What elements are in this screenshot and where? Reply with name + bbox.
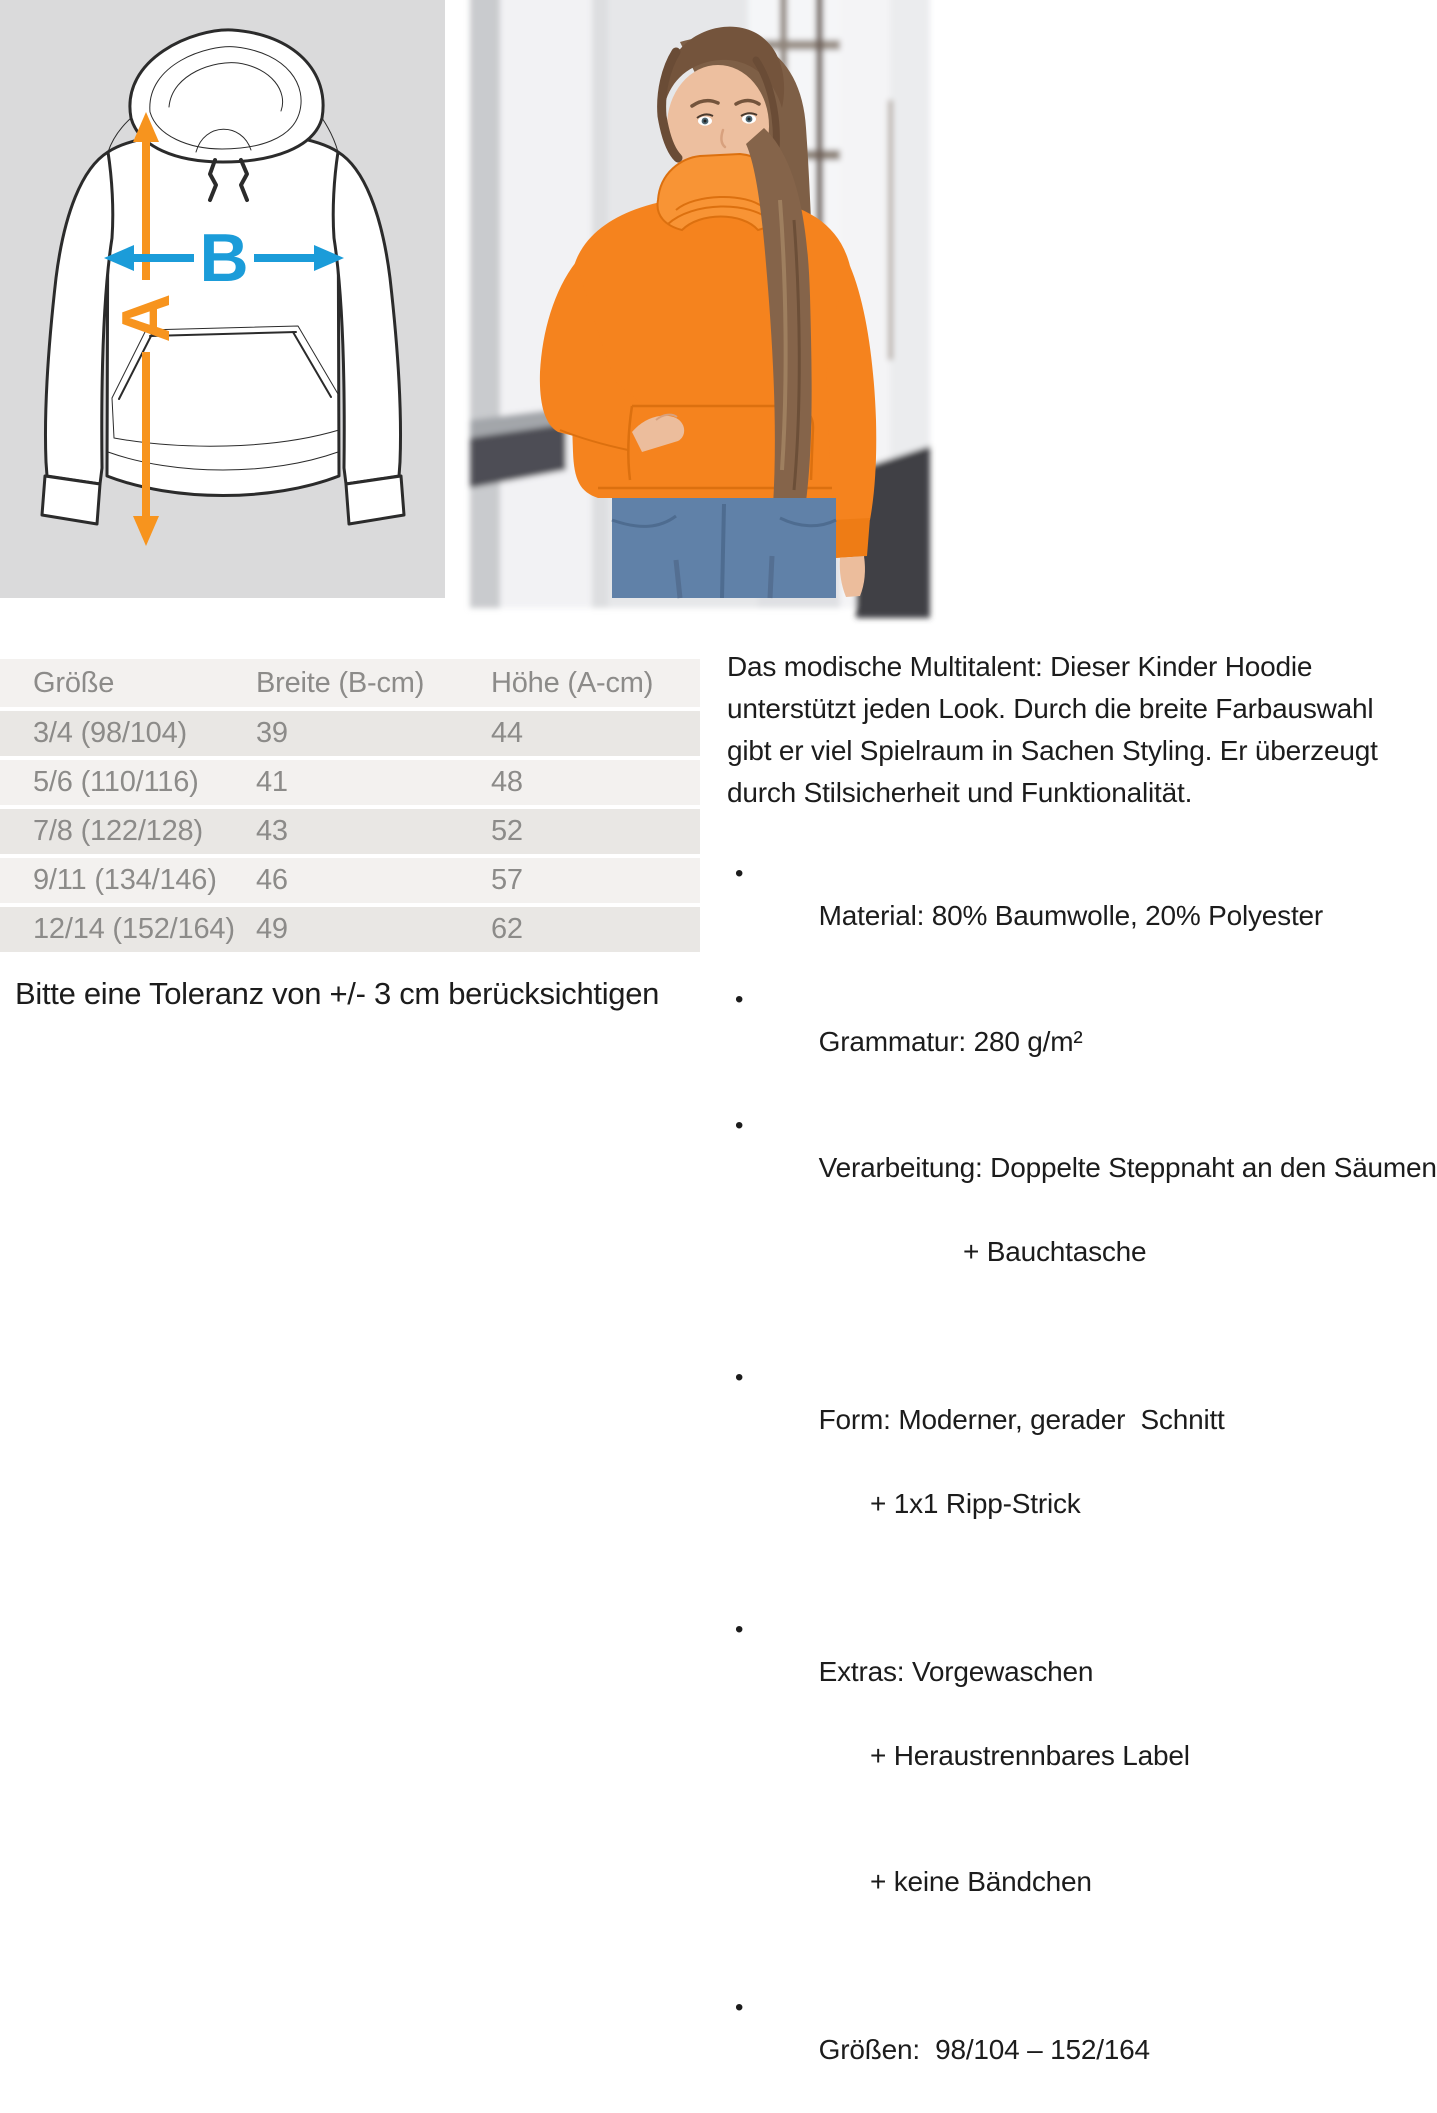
bullet-icon: • (735, 1616, 744, 1643)
list-item-grammatur: • Grammatur: 280 g/m² (727, 979, 1416, 1105)
bullet-icon: • (735, 1364, 744, 1391)
description-paragraph (727, 646, 1416, 814)
cell-width: 49 (255, 907, 490, 952)
bullet-icon: • (735, 1994, 744, 2021)
cell-size: 3/4 (98/104) (0, 711, 255, 756)
height-label-a: A (108, 293, 184, 343)
cell-height: 44 (490, 711, 700, 756)
list-item-form: • Form: Moderner, gerader Schnitt + 1x1 Ripp-Strick (727, 1357, 1416, 1609)
width-label-b: B (199, 220, 249, 296)
list-subitem: + Bauchtasche (963, 1236, 1147, 1267)
cell-height: 52 (490, 809, 700, 854)
size-diagram-panel (0, 0, 445, 598)
product-description (727, 646, 1437, 2113)
cell-height: 48 (490, 760, 700, 805)
model-photo-illustration (480, 0, 920, 598)
table-row (0, 711, 700, 756)
tolerance-note: Bitte eine Toleranz von +/- 3 cm berücksichtigen (15, 976, 660, 1011)
list-subitem: + 1x1 Ripp-Strick (870, 1488, 1081, 1519)
cell-size: 12/14 (152/164) (0, 907, 255, 952)
table-row (0, 809, 700, 854)
list-item-material: • Material: 80% Baumwolle, 20% Polyester (727, 853, 1416, 979)
list-item-verarbeitung: • Verarbeitung: Doppelte Steppnaht an den Säumen + Bauchtasche (727, 1105, 1416, 1357)
size-table (0, 655, 700, 956)
table-row (0, 760, 700, 805)
description-line: gibt er viel Spielraum in Sachen Styling. Er überzeugt (727, 735, 1378, 766)
cell-width: 43 (255, 809, 490, 854)
cell-size: 9/11 (134/146) (0, 858, 255, 903)
hoodie-measure-diagram (0, 0, 445, 598)
bullet-icon: • (735, 860, 744, 887)
list-item-groessen: • Größen: 98/104 – 152/164 (727, 1987, 1416, 2113)
table-row (0, 858, 700, 903)
column-header-height: Höhe (A-cm) (490, 659, 700, 707)
cell-width: 41 (255, 760, 490, 805)
bullet-icon: • (735, 986, 744, 1013)
description-line: durch Stilsicherheit und Funktionalität. (727, 777, 1193, 808)
cell-width: 39 (255, 711, 490, 756)
arrow-down-icon (133, 516, 159, 546)
list-subitem: + Heraustrennbares Label (870, 1740, 1190, 1771)
feature-list (727, 853, 1437, 2113)
list-subitem: + keine Bändchen (870, 1866, 1092, 1897)
table-header-row (0, 659, 700, 707)
table-row (0, 907, 700, 952)
bullet-icon: • (735, 1112, 744, 1139)
description-line: Das modische Multitalent: Dieser Kinder Hoodie (727, 651, 1313, 682)
cell-size: 7/8 (122/128) (0, 809, 255, 854)
cell-width: 46 (255, 858, 490, 903)
cell-height: 62 (490, 907, 700, 952)
column-header-width: Breite (B-cm) (255, 659, 490, 707)
list-item-extras: • Extras: Vorgewaschen + Heraustrennbares Label + keine Bändchen (727, 1609, 1416, 1987)
cell-height: 57 (490, 858, 700, 903)
cell-size: 5/6 (110/116) (0, 760, 255, 805)
description-line: unterstützt jeden Look. Durch die breite Farbauswahl (727, 693, 1374, 724)
column-header-size: Größe (0, 659, 255, 707)
model-photo (480, 0, 920, 598)
